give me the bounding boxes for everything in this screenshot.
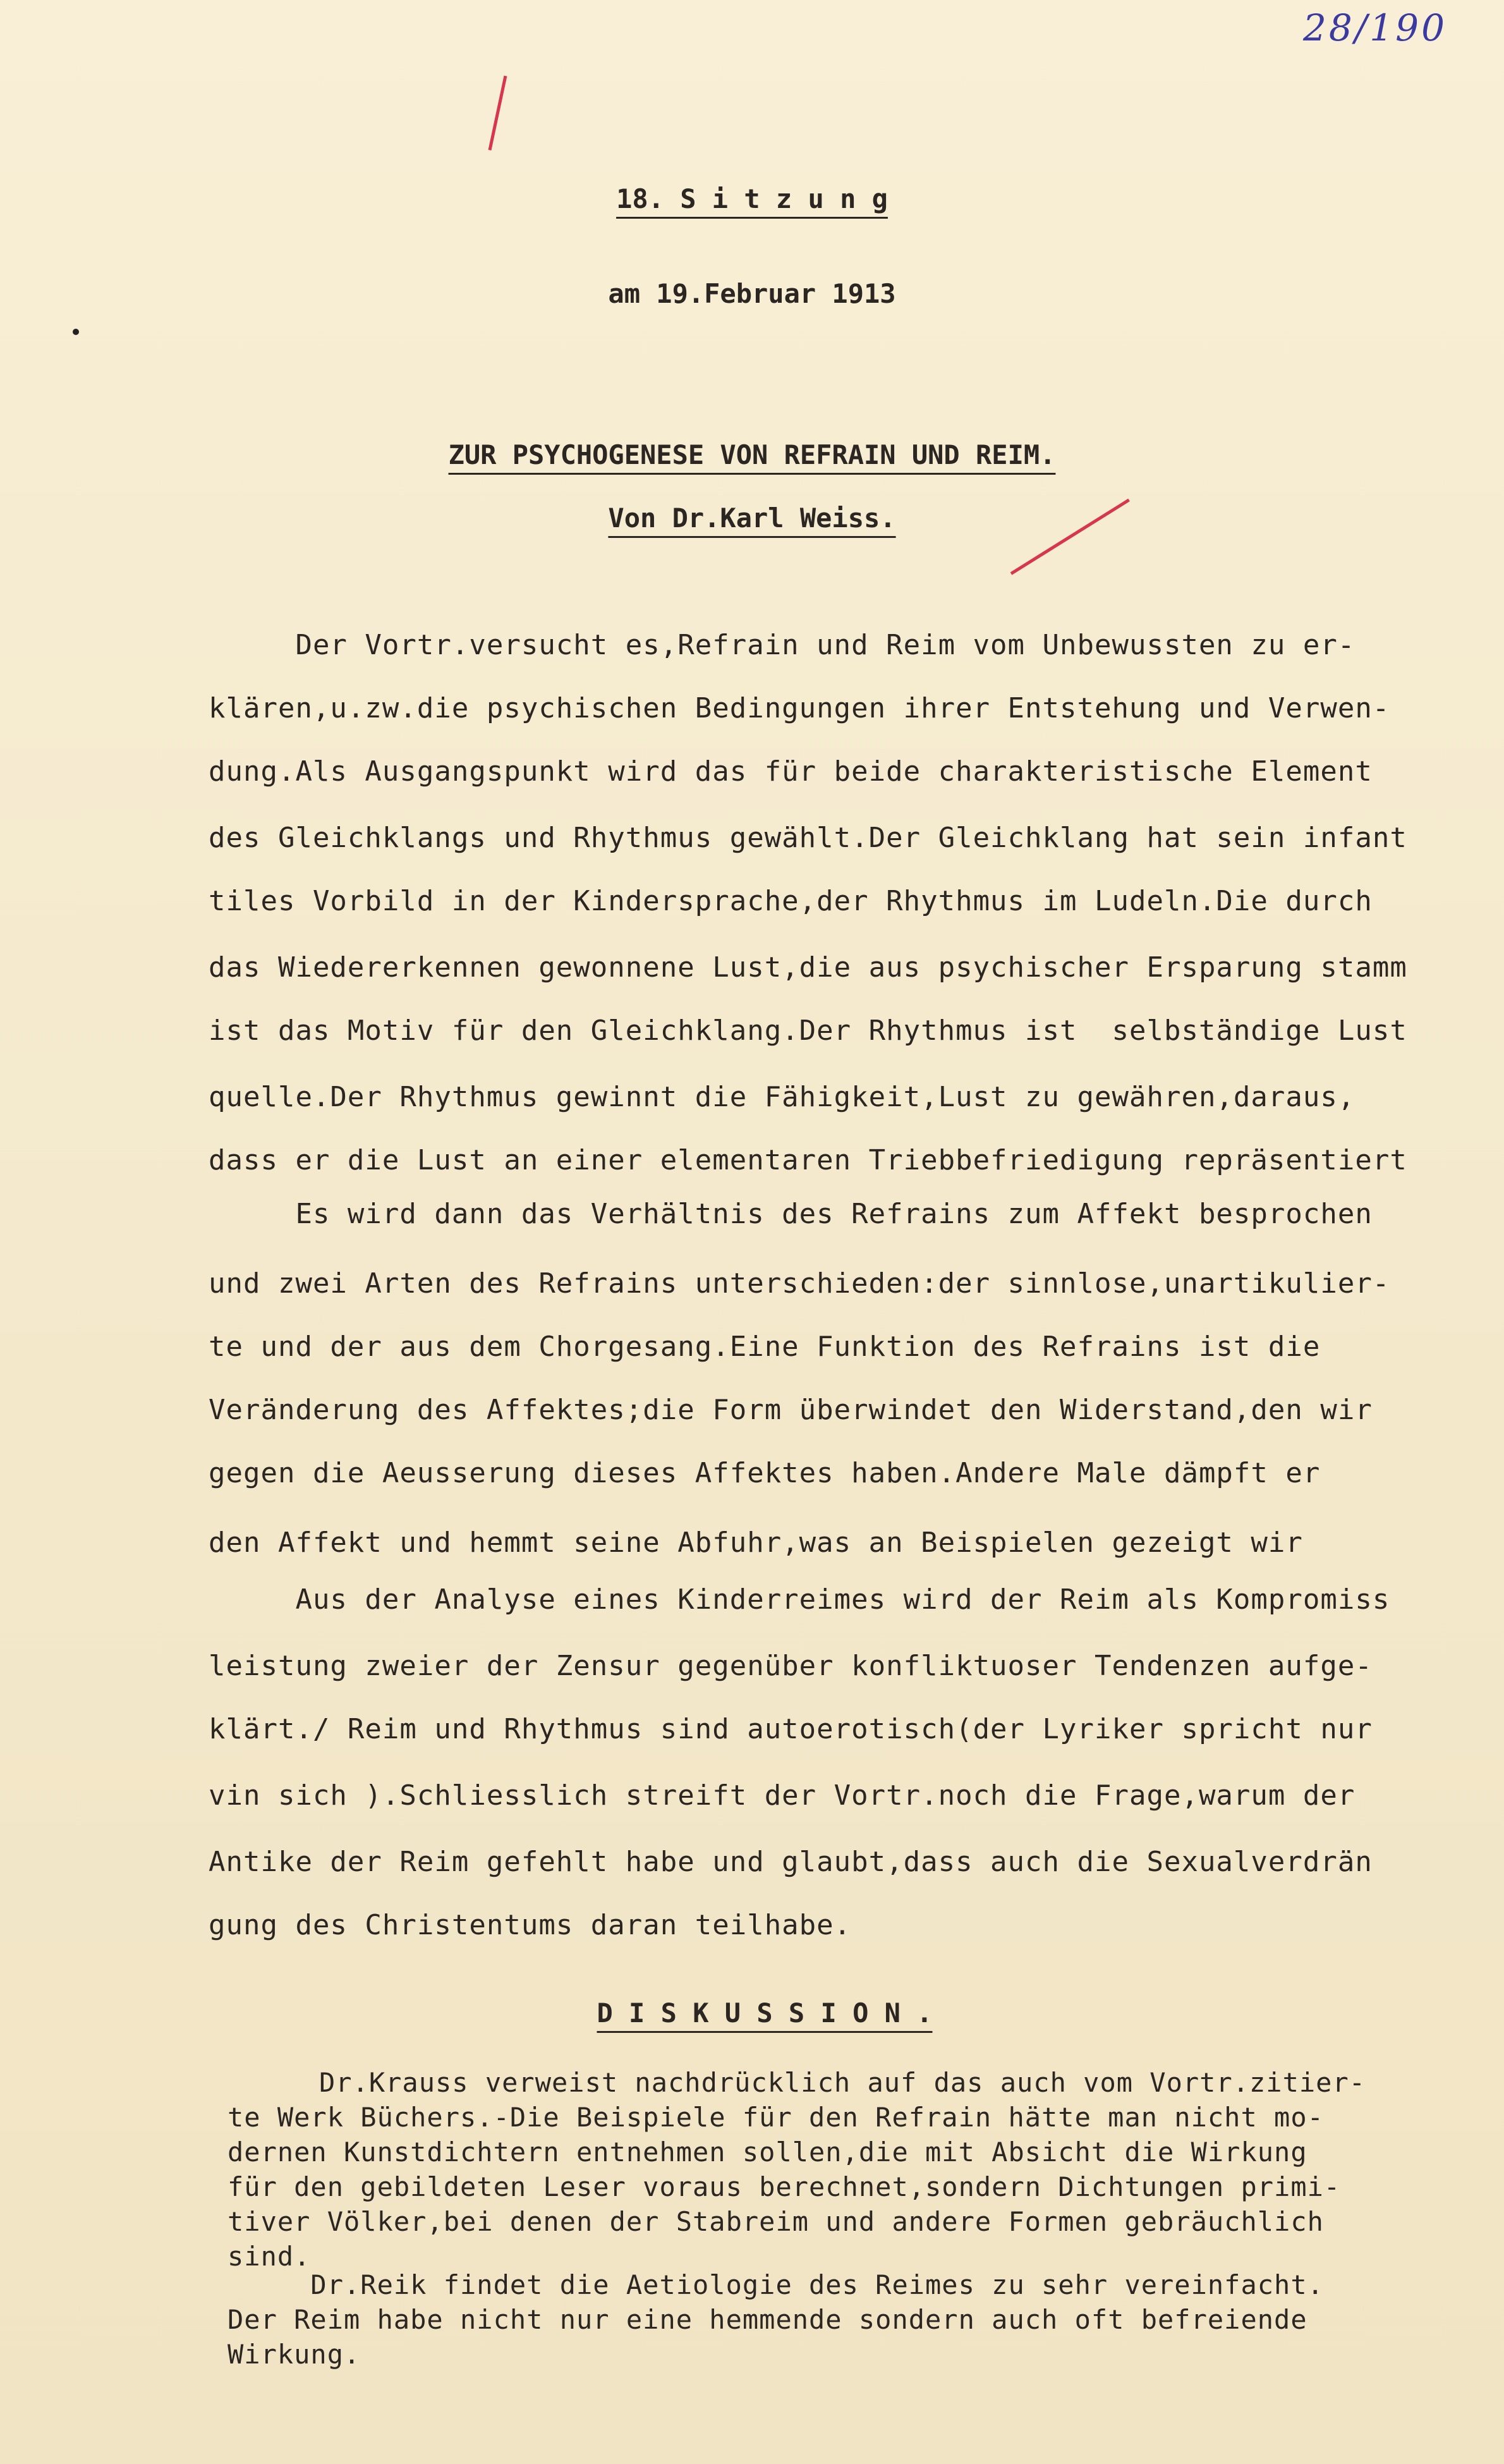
discussion-line: dernen Kunstdichtern entnehmen sollen,die mit Absicht die Wirkung [227,2137,1307,2168]
body-line: das Wiedererkennen gewonnene Lust,die aus psychischer Ersparung stamm [209,951,1407,984]
body-line: leistung zweier der Zensur gegenüber konfliktuoser Tendenzen aufge- [209,1650,1373,1682]
body-line: klärt./ Reim und Rhythmus sind autoerotisch(der Lyriker spricht nur [209,1713,1373,1745]
body-line: und zwei Arten des Refrains unterschieden:der sinnlose,unartikulier- [209,1267,1390,1300]
discussion-line: te Werk Büchers.-Die Beispiele für den Refrain hätte man nicht mo- [227,2102,1324,2133]
archive-number: 28/190 [1302,6,1447,49]
discussion-line: Dr.Reik findet die Aetiologie des Reimes zu sehr vereinfacht. [227,2269,1324,2300]
body-line: dung.Als Ausgangspunkt wird das für beide charakteristische Element [209,755,1373,788]
discussion-line: Dr.Krauss verweist nachdrücklich auf das auch vom Vortr.zitier- [319,2067,1366,2098]
body-line: te und der aus dem Chorgesang.Eine Funktion des Refrains ist die [209,1331,1321,1363]
body-line: klären,u.zw.die psychischen Bedingungen ihrer Entstehung und Verwen- [209,692,1390,724]
body-line: quelle.Der Rhythmus gewinnt die Fähigkeit,Lust zu gewähren,daraus, [209,1081,1355,1113]
body-line: Es wird dann das Verhältnis des Refrains zum Affekt besprochen [209,1198,1373,1230]
body-line: ist das Motiv für den Gleichklang.Der Rhythmus ist selbständige Lust [209,1015,1407,1047]
discussion-line: für den gebildeten Leser voraus berechnet,sondern Dichtungen primi- [227,2171,1341,2202]
session-heading [0,183,1504,214]
session-date: am 19.Februar 1913 [608,278,896,309]
discussion-line: Wirkung. [227,2339,361,2370]
discussion-heading-row [13,1997,1504,2028]
body-line: tiles Vorbild in der Kindersprache,der Rhythmus im Ludeln.Die durch [209,885,1373,917]
body-line: des Gleichklangs und Rhythmus gewählt.Der Gleichklang hat sein infant [209,822,1407,854]
body-line: gegen die Aeusserung dieses Affektes haben.Andere Male dämpft er [209,1457,1321,1489]
body-line: Aus der Analyse eines Kinderreimes wird der Reim als Kompromiss [209,1583,1390,1616]
discussion-heading: D I S K U S S I O N . [597,1997,933,2028]
session-title: 18. S i t z u n g [616,183,888,214]
margin-dot [73,329,79,335]
body-line: den Affekt und hemmt seine Abfuhr,was an Beispielen gezeigt wir [209,1527,1303,1559]
body-line: vin sich ).Schliesslich streift der Vortr.noch die Frage,warum der [209,1779,1355,1812]
lecture-title-row [0,439,1504,470]
body-line: Antike der Reim gefehlt habe und glaubt,dass auch die Sexualverdrän [209,1846,1373,1878]
discussion-line: sind. [227,2241,311,2272]
red-check-mark [488,76,507,150]
lecture-title: ZUR PSYCHOGENESE VON REFRAIN UND REIM. [448,439,1056,470]
body-line: gung des Christentums daran teilhabe. [209,1909,852,1941]
body-line: dass er die Lust an einer elementaren Triebbefriedigung repräsentiert [209,1144,1407,1176]
discussion-line: Der Reim habe nicht nur eine hemmende sondern auch oft befreiende [227,2304,1307,2335]
lecture-author-row [0,503,1504,534]
lecture-author: Von Dr.Karl Weiss. [608,503,896,534]
body-line: Veränderung des Affektes;die Form überwindet den Widerstand,den wir [209,1394,1373,1426]
body-line: Der Vortr.versucht es,Refrain und Reim vom Unbewussten zu er- [209,629,1355,661]
discussion-line: tiver Völker,bei denen der Stabreim und andere Formen gebräuchlich [227,2206,1324,2237]
